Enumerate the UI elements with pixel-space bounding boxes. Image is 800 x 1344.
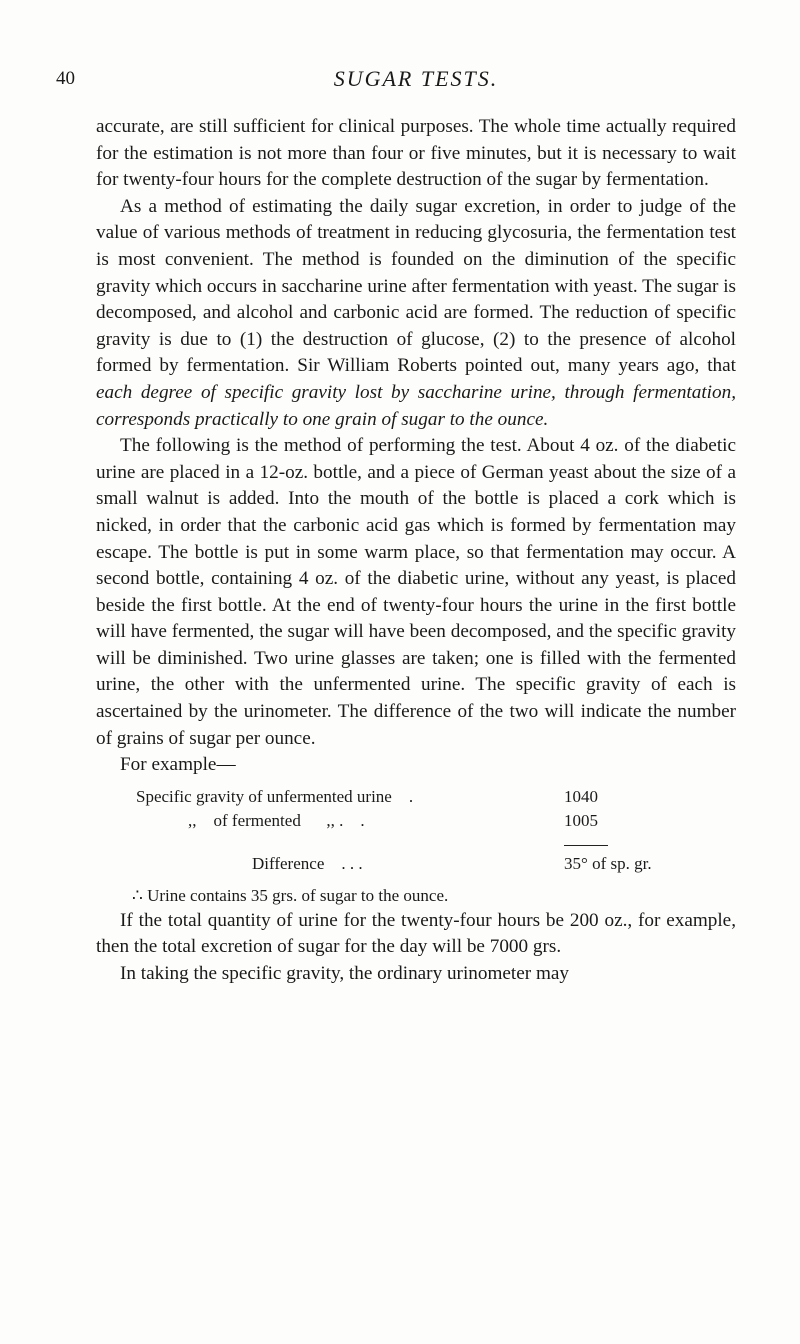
row-label: Specific gravity of unfermented urine . <box>136 786 414 806</box>
paragraph-continuation: accurate, are still sufficient for clinical purposes. The whole time actually required for the estimation is not more than four or five minutes, but it is necessary to wait for twenty-four hours for the complete destruction of the sugar by fermentation. <box>96 116 736 191</box>
example-table <box>96 785 736 908</box>
paragraph-procedure: The following is the method of performing the test. About 4 oz. of the diabetic urine are placed in a 12-oz. bottle, and a piece of German yeast about the size of a small walnut is added. Into the mouth of the bottle is placed a cork which is nicked, in order that the carbonic acid gas which is formed by fermentation may escape. The bottle is put in some warm place, so that fermentation may occur. A second bottle, containing 4 oz. of the diabetic urine, without any yeast, is placed beside the first bottle. At the end of twenty-four hours the urine in the first bottle will have fermented, the sugar will have been decomposed, and the specific gravity will be diminished. Two urine glasses are taken; one is filled with the fermented urine, the other with the unfermented urine. The specific gravity of each is ascertained by the urinometer. The difference of the two will indicate the number of grains of sugar per ounce. <box>96 435 736 749</box>
page-header <box>56 60 736 100</box>
row-value: 1040 <box>564 786 598 806</box>
paragraph-method-text: As a method of estimating the daily sugar excretion, in order to judge of the value of various methods of treatment in reducing glycosuria, the fermentation test is most convenient. The method is founded on the diminution of the specific gravity which occurs in saccharine urine after fermentation with yeast. The sugar is decomposed, and alcohol and carbonic acid are formed. The reduction of specific gravity is due to (1) the destruction of glucose, (2) to the presence of alcohol formed by fermentation. Sir William Roberts pointed out, many years ago, that <box>96 195 736 377</box>
page-number: 40 <box>56 68 75 89</box>
roberts-rule-italic: each degree of specific gravity lost by saccharine urine, through fermentation, corresponds practically to one grain of sugar to the ounce. <box>96 381 736 430</box>
paragraph-method <box>96 194 736 433</box>
body-text <box>96 114 736 988</box>
example-conclusion: ∴ Urine contains 35 grs. of sugar to the ounce. <box>132 885 449 905</box>
row-value: 1005 <box>564 810 598 830</box>
row-label: ,, of fermented ,, . . <box>188 810 365 830</box>
example-row-unfermented <box>96 785 736 809</box>
example-row-difference <box>96 852 736 876</box>
running-title: SUGAR TESTS. <box>333 66 499 91</box>
paragraph-total: If the total quantity of urine for the twenty-four hours be 200 oz., for example, then the total excretion of sugar for the day will be 7000 grs. <box>96 909 736 958</box>
example-intro: For example— <box>120 754 236 776</box>
sum-rule <box>564 845 608 846</box>
row-label: Difference . . . <box>252 853 363 873</box>
row-value: 35° of sp. gr. <box>564 853 652 873</box>
paragraph-urinometer: In taking the specific gravity, the ordinary urinometer may <box>120 963 569 985</box>
example-row-fermented <box>96 809 736 833</box>
book-page <box>56 60 736 988</box>
